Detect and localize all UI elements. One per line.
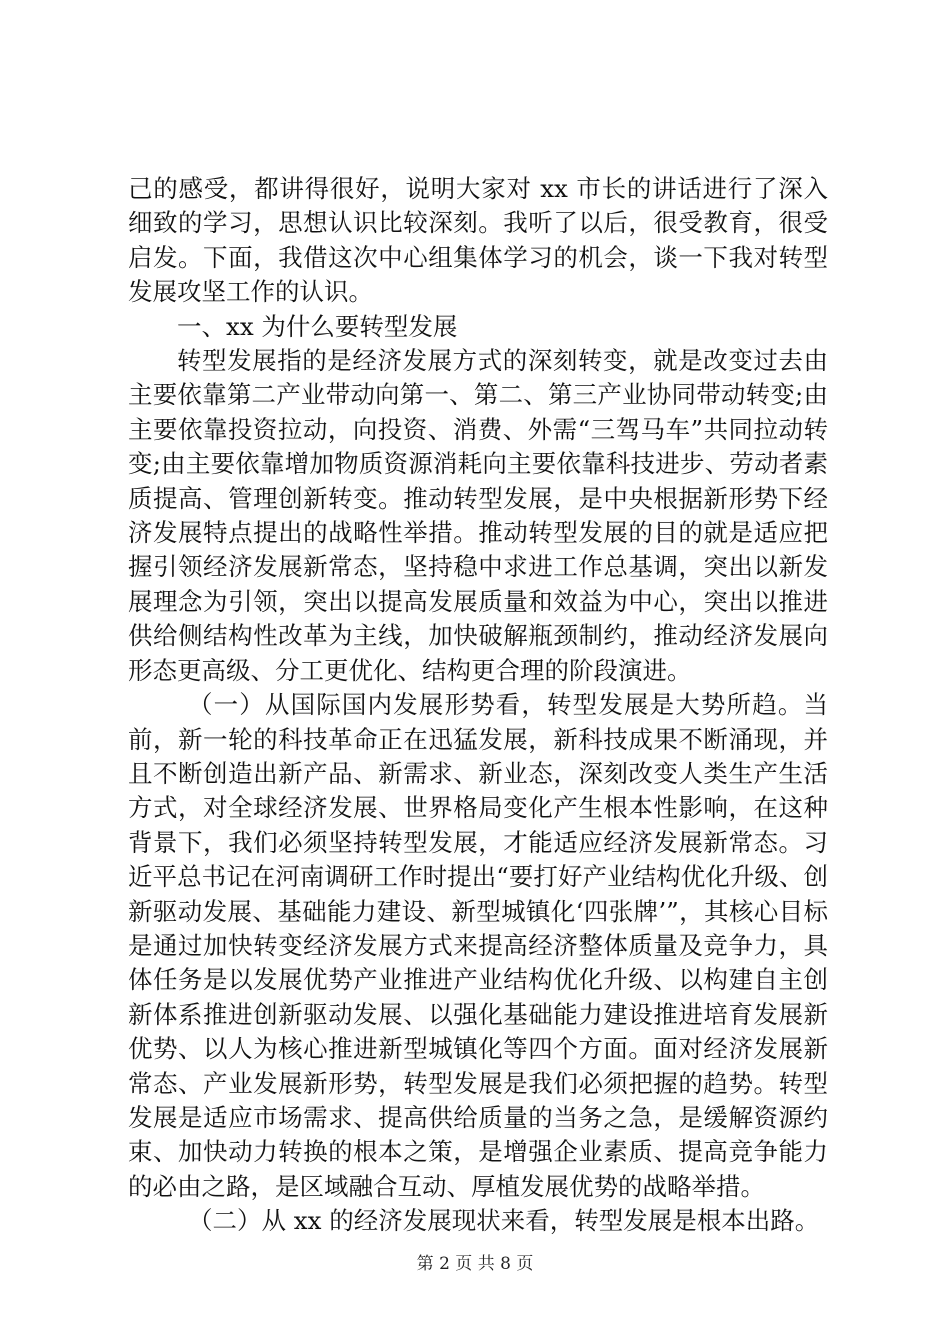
paragraph-intro-continued: 己的感受，都讲得很好，说明大家对 xx 市长的讲话进行了深入细致的学习，思想认识比较深刻。我听了以后，很受教育，很受启发。下面，我借这次中心组集体学习的机会，谈一下我对转型发展攻坚工作的认识。	[128, 174, 828, 307]
paragraph-subsection-1: （一）从国际国内发展形势看，转型发展是大势所趋。当前，新一轮的科技革命正在迅猛发展，新科技成果不断涌现，并且不断创造出新产品、新需求、新业态，深刻改变人类生产生活方式，对全球经济发展、世界格局变化产生根本性影响，在这种背景下，我们必须坚持转型发展，才能适应经济发展新常态。习近平总书记在河南调研工作时提出“要打好产业结构优化升级、创新驱动发展、基础能力建设、新型城镇化‘四张牌’”，其核心目标是通过加快转变经济发展方式来提高经济整体质量及竞争力，具体任务是以发展优势产业推进产业结构优化升级、以构建自主创新体系推进创新驱动发展、以强化基础能力建设推进培育发展新优势、以人为核心推进新型城镇化等四个方面。面对经济发展新常态、产业发展新形势，转型发展是我们必须把握的趋势。转型发展是适应市场需求、提高供给质量的当务之急，是缓解资源约束、加快动力转换的根本之策，是增强企业素质、提高竞争能力的必由之路，是区域融合互动、厚植发展优势的战略举措。	[128, 690, 828, 1201]
paragraph-subsection-2: （二）从 xx 的经济发展现状来看，转型发展是根本出路。	[188, 1206, 820, 1236]
page-footer: 第 2 页 共 8 页	[416, 1254, 534, 1274]
paragraph-definition: 转型发展指的是经济发展方式的深刻转变，就是改变过去由主要依靠第二产业带动向第一、第二、第三产业协同带动转变;由主要依靠投资拉动，向投资、消费、外需“三驾马车”共同拉动转变;由主要依靠增加物质资源消耗向主要依靠科技进步、劳动者素质提高、管理创新转变。推动转型发展，是中央根据新形势下经济发展特点提出的战略性举措。推动转型发展的目的就是适应把握引领经济发展新常态，坚持稳中求进工作总基调，突出以新发展理念为引领，突出以提高发展质量和效益为中心，突出以推进供给侧结构性改革为主线，加快破解瓶颈制约，推动经济发展向形态更高级、分工更优化、结构更合理的阶段演进。	[128, 346, 828, 685]
document-body	[128, 172, 828, 1239]
section-heading-why-transform: 一、xx 为什么要转型发展	[177, 311, 458, 341]
